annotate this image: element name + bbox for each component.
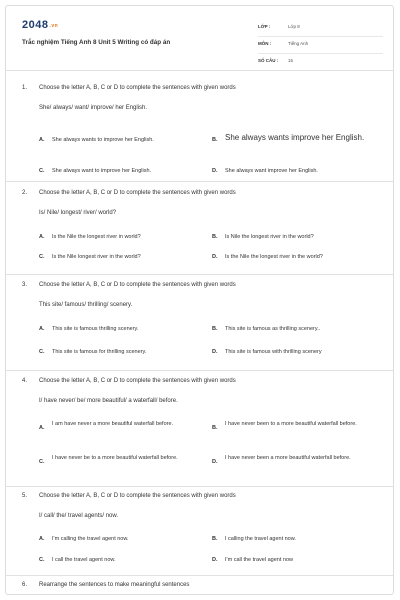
question-instruction: Choose the letter A, B, C or D to complete the sentences with given words [39, 282, 236, 288]
option-letter: C. [39, 459, 45, 465]
option-text: She always want to improve her English. [52, 168, 152, 174]
divider [6, 370, 393, 371]
page-title: Trắc nghiệm Tiếng Anh 8 Unit 5 Writing có đáp án [22, 39, 171, 46]
question-number: 3. [22, 282, 28, 288]
option-text: I am have never a more beautiful waterfall before. [52, 421, 174, 427]
question-prompt: She/ always/ want/ improve/ her English. [39, 105, 148, 111]
question-prompt: Is/ Nile/ longest/ river/ world? [39, 210, 117, 216]
question-prompt: This site/ famous/ thrilling/ scenery. [39, 302, 133, 308]
question-instruction: Choose the letter A, B, C or D to complete the sentences with given words [39, 378, 236, 384]
option-text: Is the Nile the longest river in world? [52, 234, 141, 240]
option-letter: D. [212, 168, 218, 174]
option-text: Is Nile the longest river in the world? [225, 234, 314, 240]
option-text: This site is famous thrilling scenery. [52, 326, 139, 332]
question-number: 4. [22, 378, 28, 384]
option-letter: A. [39, 326, 45, 332]
divider [6, 181, 393, 182]
meta-row-class [258, 21, 383, 37]
divider [6, 70, 393, 71]
meta-row-count [258, 55, 383, 71]
meta-row-subject [258, 38, 383, 54]
divider [6, 274, 393, 275]
question-prompt: I/ call/ the/ travel agents/ now. [39, 513, 119, 519]
option-letter: D. [212, 459, 218, 465]
option-text: This site is famous as thrilling scenery.. [225, 326, 321, 332]
option-text: I have never been a more beautiful waterfall before. [225, 455, 351, 461]
option-letter: A. [39, 137, 45, 143]
option-text: I call the travel agent now. [52, 557, 116, 563]
option-text: I'm calling the travel agent now. [52, 536, 129, 542]
option-letter: C. [39, 349, 45, 355]
question-number: 2. [22, 190, 28, 196]
quiz-header [6, 6, 393, 70]
meta-label: MÔN : [258, 41, 272, 46]
option-text: This site is famous with thrilling scenery [225, 349, 322, 355]
divider [6, 486, 393, 487]
question-number: 6. [22, 582, 28, 588]
meta-label: SỐ CÂU : [258, 58, 279, 63]
question-number: 1. [22, 85, 28, 91]
meta-value: 15 [288, 58, 294, 63]
question-instruction: Choose the letter A, B, C or D to complete the sentences with given words [39, 493, 236, 499]
option-letter: D. [212, 349, 218, 355]
option-letter: B. [212, 137, 218, 143]
option-letter: A. [39, 234, 45, 240]
option-letter: D. [212, 557, 218, 563]
question-instruction: Choose the letter A, B, C or D to complete the sentences with given words [39, 190, 236, 196]
option-letter: A. [39, 536, 45, 542]
option-text: She always wants to improve her English. [52, 137, 154, 143]
option-text: Is the Nile longest river in the world? [52, 254, 141, 260]
option-text: I have never be to a more beautiful waterfall before. [52, 455, 178, 461]
option-text: I have never been to a more beautiful waterfall before. [225, 421, 357, 427]
option-text: This site is famous for thrilling scenery. [52, 349, 147, 355]
quiz-card [5, 5, 394, 595]
option-letter: C. [39, 557, 45, 563]
divider [6, 575, 393, 576]
option-text: She always wants improve her English. [225, 133, 365, 142]
question-instruction: Rearrange the sentences to make meaningful sentences [39, 582, 190, 588]
option-text: I calling the travel agent now. [225, 536, 296, 542]
option-letter: B. [212, 536, 218, 542]
option-letter: B. [212, 234, 218, 240]
quiz-meta [258, 21, 383, 72]
option-letter: C. [39, 168, 45, 174]
option-letter: D. [212, 254, 218, 260]
question-number: 5. [22, 493, 28, 499]
meta-value: Lớp 8 [288, 24, 300, 29]
option-letter: B. [212, 326, 218, 332]
question-instruction: Choose the letter A, B, C or D to complete the sentences with given words [39, 85, 236, 91]
option-text: Is the Nile the longest river in the world? [225, 254, 323, 260]
option-letter: B. [212, 425, 218, 431]
option-text: I'm call the travel agent now [225, 557, 294, 563]
option-text: She always want improve her English. [225, 168, 318, 174]
meta-value: Tiếng Anh [288, 41, 309, 46]
option-letter: C. [39, 254, 45, 260]
question-prompt: I/ have never/ be/ more beautiful/ a waterfall/ before. [39, 398, 178, 404]
meta-label: LỚP : [258, 24, 271, 29]
logo-sub: .vn [49, 23, 59, 29]
logo-main: 2048 [22, 19, 49, 31]
option-letter: A. [39, 425, 45, 431]
site-logo[interactable] [22, 19, 58, 31]
